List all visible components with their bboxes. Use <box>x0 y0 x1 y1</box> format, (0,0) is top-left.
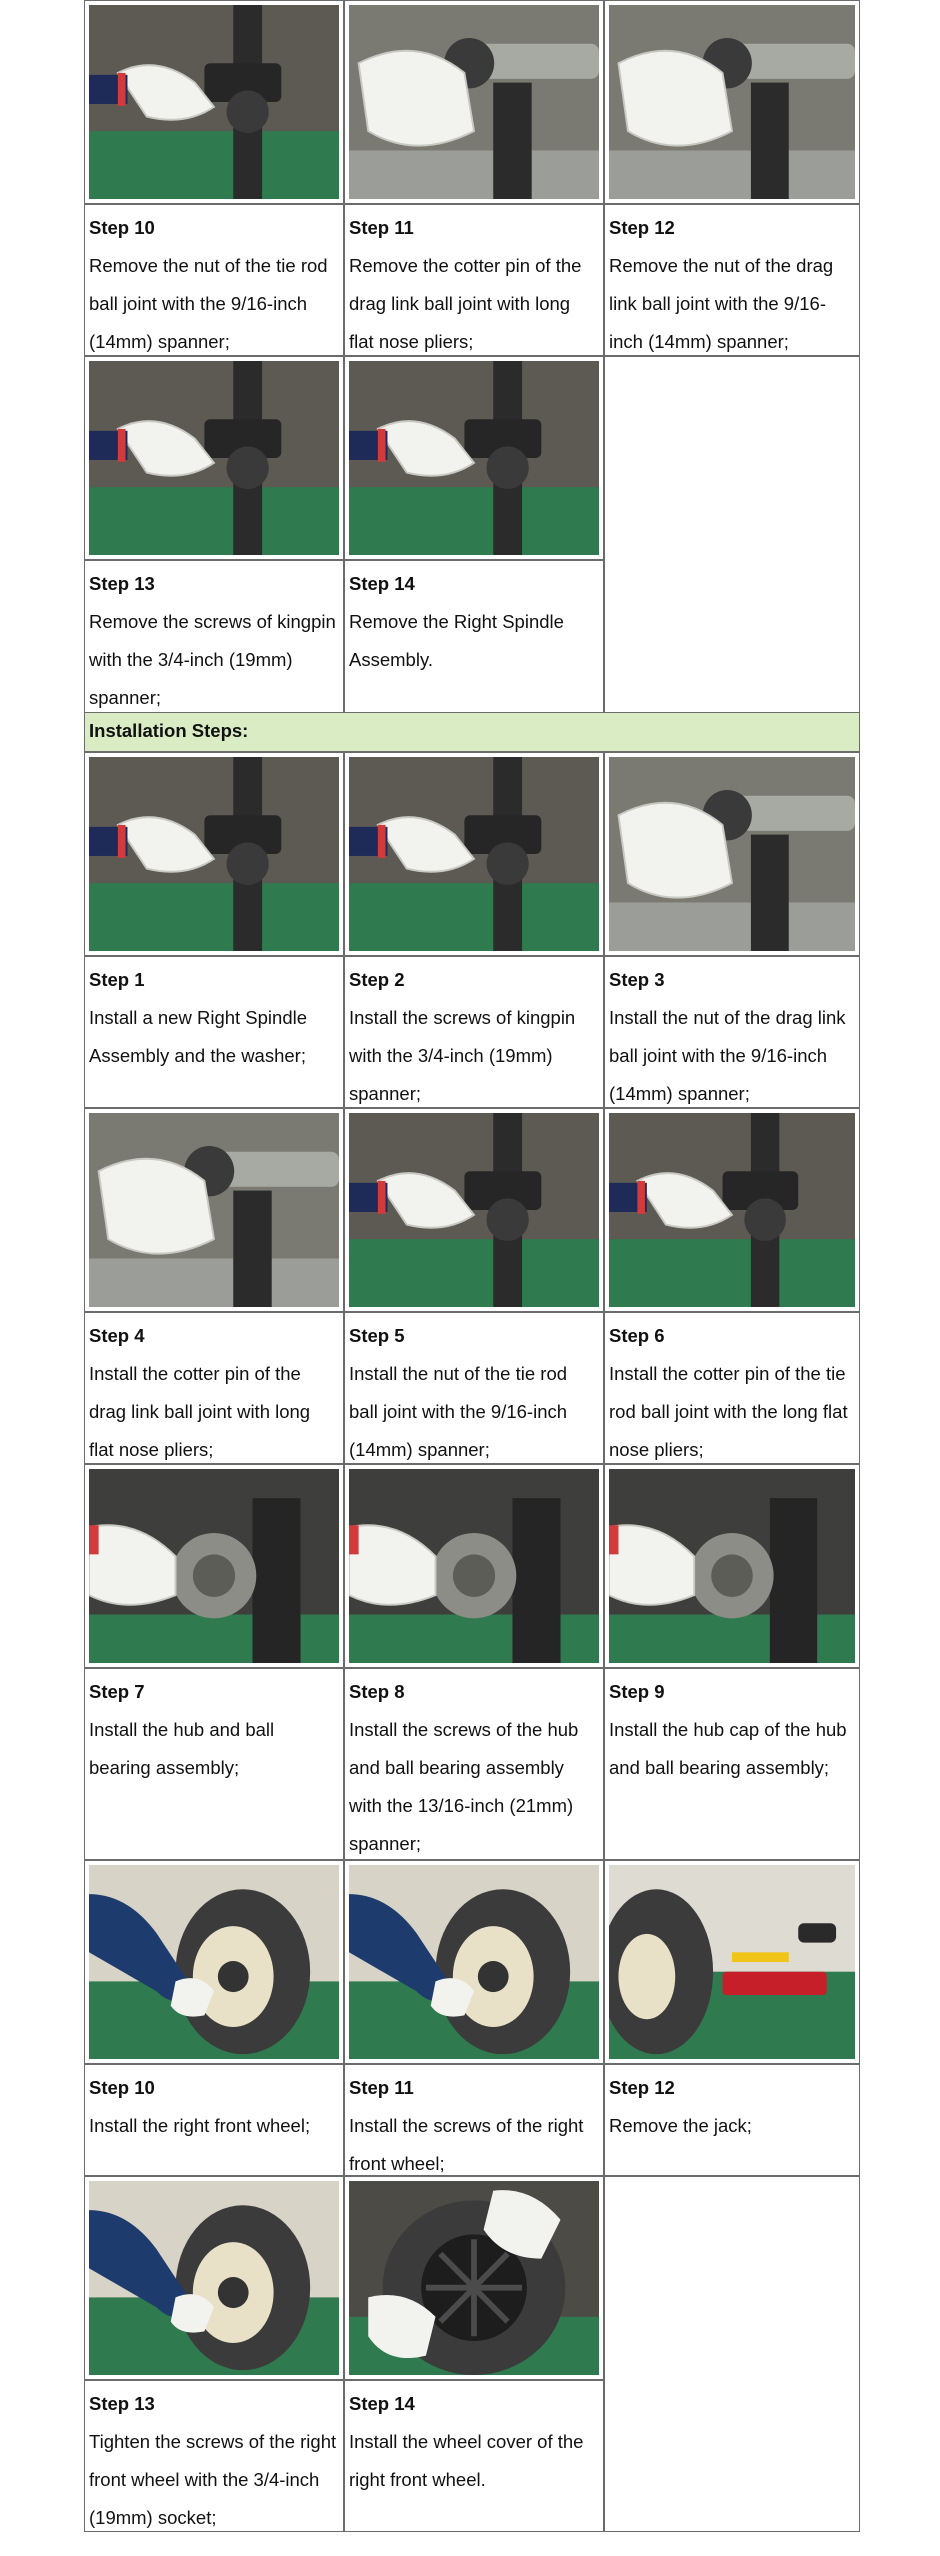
step-description: Remove the cotter pin of the drag link ball joint with long flat nose pliers; <box>349 255 582 352</box>
install-step-3-photo-cell <box>604 752 860 956</box>
install-step-1-text-cell <box>84 956 344 1108</box>
install-step-14-photo-cell <box>344 2176 604 2380</box>
step-title: Step 3 <box>609 969 665 990</box>
install-step-5-text-cell <box>344 1312 604 1464</box>
install-step-10-photo-cell <box>84 1860 344 2064</box>
step-description: Install the cotter pin of the tie rod ball joint with the long flat nose pliers; <box>609 1363 848 1460</box>
install-step-8-photo <box>349 1469 599 1663</box>
step-title: Step 14 <box>349 573 415 594</box>
install-step-12-photo <box>609 1865 855 2059</box>
step-photo-illustration <box>349 5 599 199</box>
step-description: Remove the Right Spindle Assembly. <box>349 611 564 670</box>
step-description: Remove the nut of the tie rod ball joint with the 9/16-inch (14mm) spanner; <box>89 255 328 352</box>
install-step-4-photo-cell <box>84 1108 344 1312</box>
step-photo-illustration <box>89 361 339 555</box>
step-description: Tighten the screws of the right front wheel with the 3/4-inch (19mm) socket; <box>89 2431 337 2528</box>
install-step-10-photo <box>89 1865 339 2059</box>
step-title: Step 6 <box>609 1325 665 1346</box>
step-title: Step 12 <box>609 2077 675 2098</box>
step-photo-illustration <box>349 1865 599 2059</box>
step-photo-illustration <box>609 1113 855 1307</box>
install-step-2-photo <box>349 757 599 951</box>
install-step-3-photo <box>609 757 855 951</box>
install-step-7-photo <box>89 1469 339 1663</box>
step-title: Step 5 <box>349 1325 405 1346</box>
install-step-5-photo-cell <box>344 1108 604 1312</box>
install-step-6-photo <box>609 1113 855 1307</box>
step-title: Step 4 <box>89 1325 145 1346</box>
empty-cell <box>604 356 860 716</box>
step-title: Step 8 <box>349 1681 405 1702</box>
install-step-6-text-cell <box>604 1312 860 1464</box>
step-description: Install the nut of the drag link ball joint with the 9/16-inch (14mm) spanner; <box>609 1007 846 1104</box>
step-description: Remove the screws of kingpin with the 3/4-inch (19mm) spanner; <box>89 611 336 708</box>
step-description: Install the cotter pin of the drag link ball joint with long flat nose pliers; <box>89 1363 311 1460</box>
install-step-3-text-cell <box>604 956 860 1108</box>
install-step-12-text-cell <box>604 2064 860 2176</box>
install-step-10-text-cell <box>84 2064 344 2176</box>
install-step-5-photo <box>349 1113 599 1307</box>
step-description: Install the hub and ball bearing assembly; <box>89 1719 275 1778</box>
removal-step-10-photo <box>89 5 339 199</box>
install-step-9-text-cell <box>604 1668 860 1860</box>
step-photo-illustration <box>609 1469 855 1663</box>
step-description: Remove the jack; <box>609 2115 752 2136</box>
removal-step-14-text-cell <box>344 560 604 716</box>
step-title: Step 9 <box>609 1681 665 1702</box>
install-step-12-photo-cell <box>604 1860 860 2064</box>
step-photo-illustration <box>89 1865 339 2059</box>
step-photo-illustration <box>89 1113 339 1307</box>
install-step-13-text-cell <box>84 2380 344 2532</box>
install-step-7-photo-cell <box>84 1464 344 1668</box>
install-step-14-text-cell <box>344 2380 604 2532</box>
removal-step-14-photo-cell <box>344 356 604 560</box>
removal-step-10-photo-cell <box>84 0 344 204</box>
step-photo-illustration <box>349 361 599 555</box>
install-step-9-photo <box>609 1469 855 1663</box>
install-step-11-text-cell <box>344 2064 604 2176</box>
removal-step-13-text-cell <box>84 560 344 716</box>
step-title: Step 13 <box>89 2393 155 2414</box>
step-photo-illustration <box>89 5 339 199</box>
install-step-7-text-cell <box>84 1668 344 1860</box>
step-photo-illustration <box>349 757 599 951</box>
install-step-13-photo <box>89 2181 339 2375</box>
install-step-11-photo <box>349 1865 599 2059</box>
removal-step-12-photo-cell <box>604 0 860 204</box>
install-step-1-photo <box>89 757 339 951</box>
step-description: Install the nut of the tie rod ball joint with the 9/16-inch (14mm) spanner; <box>349 1363 568 1460</box>
step-description: Install the wheel cover of the right front wheel. <box>349 2431 584 2490</box>
removal-step-11-photo <box>349 5 599 199</box>
install-step-2-photo-cell <box>344 752 604 956</box>
install-step-8-text-cell <box>344 1668 604 1860</box>
step-title: Step 1 <box>89 969 145 990</box>
install-step-1-photo-cell <box>84 752 344 956</box>
install-step-9-photo-cell <box>604 1464 860 1668</box>
step-title: Step 11 <box>349 2077 414 2098</box>
install-step-2-text-cell <box>344 956 604 1108</box>
step-title: Step 12 <box>609 217 675 238</box>
step-title: Step 14 <box>349 2393 415 2414</box>
removal-step-12-text-cell <box>604 204 860 356</box>
removal-step-10-text-cell <box>84 204 344 356</box>
step-photo-illustration <box>349 1113 599 1307</box>
removal-step-11-photo-cell <box>344 0 604 204</box>
step-photo-illustration <box>609 5 855 199</box>
step-title: Step 11 <box>349 217 414 238</box>
install-step-4-text-cell <box>84 1312 344 1464</box>
empty-cell <box>604 2176 860 2532</box>
step-photo-illustration <box>89 1469 339 1663</box>
install-step-8-photo-cell <box>344 1464 604 1668</box>
step-photo-illustration <box>349 2181 599 2375</box>
install-step-4-photo <box>89 1113 339 1307</box>
install-step-13-photo-cell <box>84 2176 344 2380</box>
step-title: Step 13 <box>89 573 155 594</box>
removal-step-14-photo <box>349 361 599 555</box>
step-description: Install the right front wheel; <box>89 2115 311 2136</box>
step-description: Install the screws of the right front wheel; <box>349 2115 584 2174</box>
install-step-6-photo-cell <box>604 1108 860 1312</box>
step-description: Install the screws of the hub and ball bearing assembly with the 13/16-inch (21mm) spanner; <box>349 1719 579 1854</box>
step-description: Install the hub cap of the hub and ball bearing assembly; <box>609 1719 847 1778</box>
step-title: Step 10 <box>89 217 155 238</box>
step-photo-illustration <box>609 1865 855 2059</box>
step-photo-illustration <box>349 1469 599 1663</box>
step-photo-illustration <box>609 757 855 951</box>
step-photo-illustration <box>89 757 339 951</box>
step-description: Install the screws of kingpin with the 3/4-inch (19mm) spanner; <box>349 1007 576 1104</box>
removal-step-12-photo <box>609 5 855 199</box>
removal-step-11-text-cell <box>344 204 604 356</box>
step-description: Remove the nut of the drag link ball joint with the 9/16-inch (14mm) spanner; <box>609 255 834 352</box>
install-step-14-photo <box>349 2181 599 2375</box>
removal-step-13-photo <box>89 361 339 555</box>
step-title: Step 10 <box>89 2077 155 2098</box>
step-photo-illustration <box>89 2181 339 2375</box>
step-title: Step 7 <box>89 1681 145 1702</box>
install-step-11-photo-cell <box>344 1860 604 2064</box>
installation-steps-header: Installation Steps: <box>84 712 860 752</box>
step-description: Install a new Right Spindle Assembly and the washer; <box>89 1007 308 1066</box>
removal-step-13-photo-cell <box>84 356 344 560</box>
step-title: Step 2 <box>349 969 405 990</box>
